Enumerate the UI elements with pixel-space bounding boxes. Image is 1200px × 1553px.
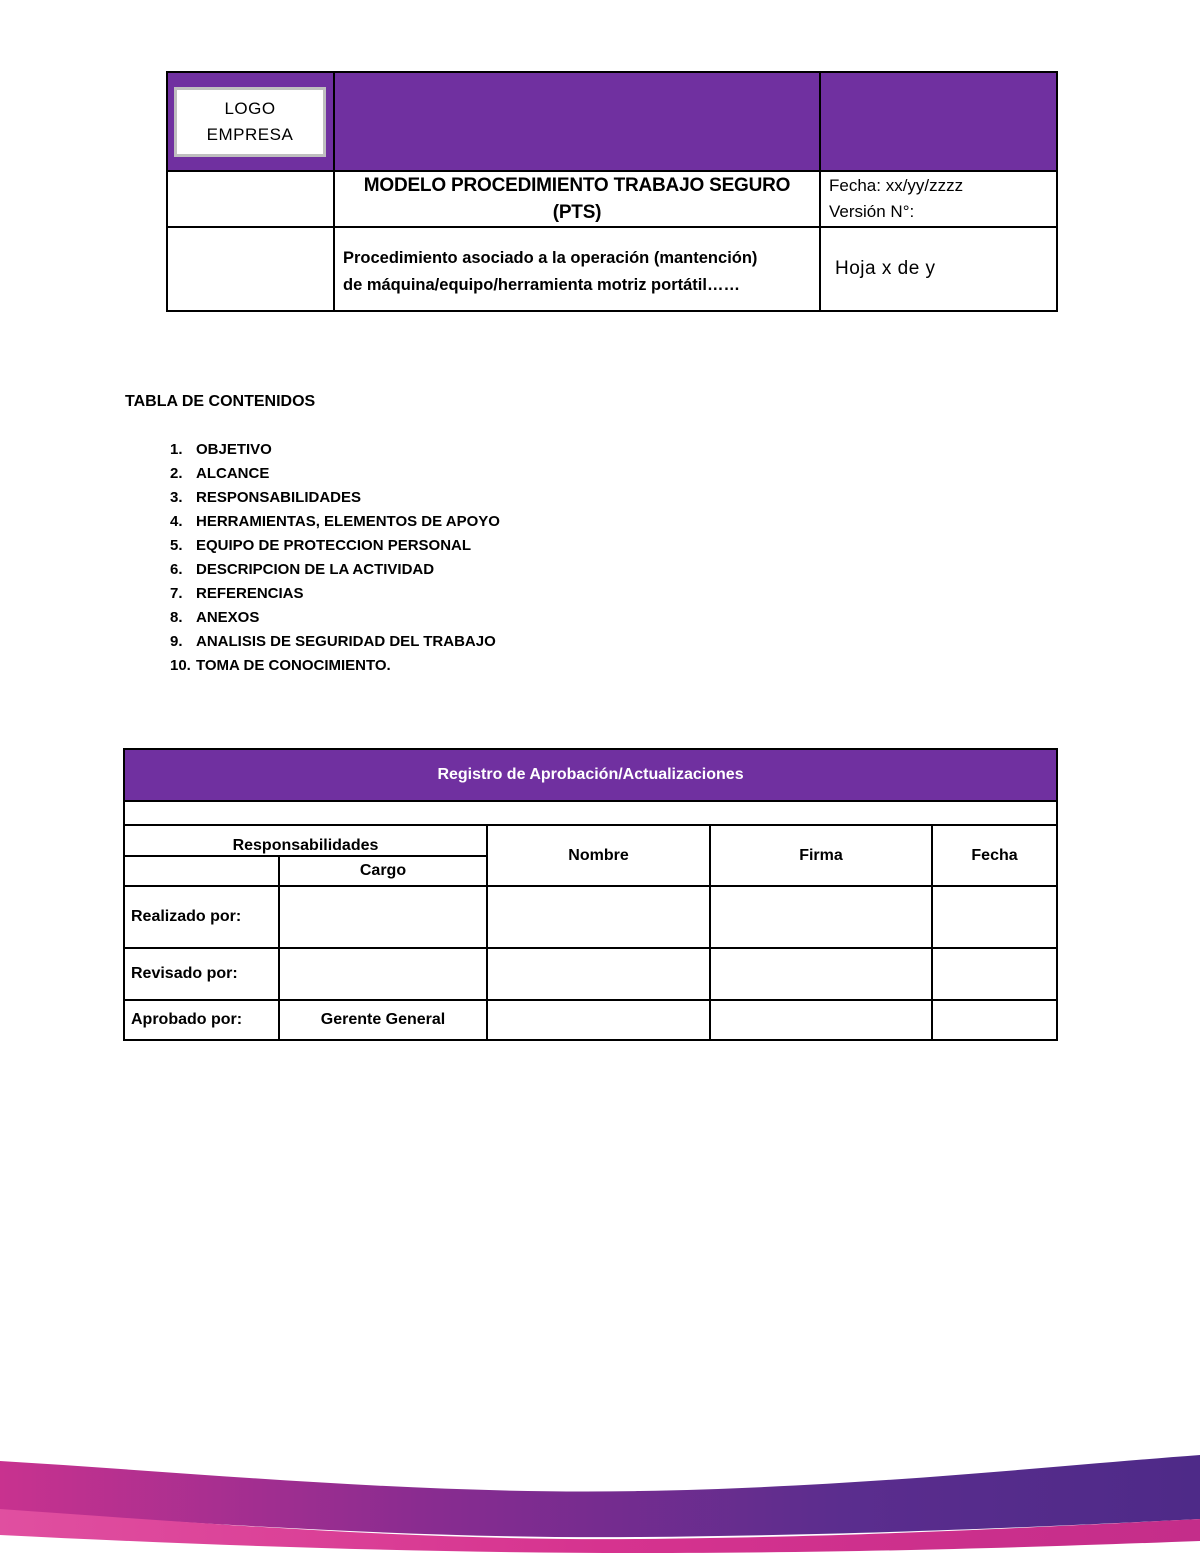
document-meta [820,171,1057,227]
nombre-cell[interactable] [487,1000,710,1040]
header-empty-cell [167,227,334,311]
approval-title: Registro de Aprobación/Actualizaciones [124,749,1057,801]
cargo-cell[interactable]: Gerente General [279,1000,487,1040]
document-title [334,171,820,227]
toc-item [125,582,500,606]
row-label: Aprobado por: [124,1000,279,1040]
toc-item [125,534,500,558]
toc-item-label: EQUIPO DE PROTECCION PERSONAL [196,537,472,554]
date-field: Fecha: xx/yy/zzzz [829,176,964,195]
col-firma: Firma [710,825,932,886]
toc-item-label: OBJETIVO [196,441,272,458]
table-row [124,1000,1057,1040]
approval-table [123,748,1058,1041]
header-band-center [334,72,820,171]
firma-cell[interactable] [710,1000,932,1040]
toc-item-label: ANALISIS DE SEGURIDAD DEL TRABAJO [196,633,496,650]
col-cargo: Cargo [279,856,487,886]
sheet-number: Hoja x de y [820,227,1057,311]
title-line1: MODELO PROCEDIMIENTO TRABAJO SEGURO [363,175,791,196]
document-header-table [166,71,1058,312]
toc-item [125,606,500,630]
header-band-right [820,72,1057,171]
toc-item-label: DESCRIPCION DE LA ACTIVIDAD [196,561,435,578]
company-logo-placeholder [174,87,326,157]
logo-cell [167,72,334,171]
toc-item-number: 3. [170,489,183,506]
toc-item-number: 10. [170,657,191,674]
toc-item-label: ALCANCE [196,465,270,482]
toc-item-number: 7. [170,585,183,602]
toc-item-label: TOMA DE CONOCIMIENTO. [196,657,391,674]
nombre-cell[interactable] [487,948,710,1000]
approval-spacer-row [124,801,1057,825]
cargo-cell[interactable] [279,886,487,948]
subtitle-line2: de máquina/equipo/herramienta motriz portátil…… [343,276,740,294]
fecha-cell[interactable] [932,1000,1057,1040]
logo-line1: LOGO [224,99,276,118]
toc-item-label: RESPONSABILIDADES [196,489,362,506]
title-line2: (PTS) [552,202,602,223]
subtitle-line1: Procedimiento asociado a la operación (mantención) [343,249,758,267]
toc-item [125,558,500,582]
col-blank [124,856,279,886]
toc-item [125,438,500,462]
firma-cell[interactable] [710,886,932,948]
fecha-cell[interactable] [932,948,1057,1000]
cargo-cell[interactable] [279,948,487,1000]
toc-list [125,438,500,678]
table-row [124,886,1057,948]
fecha-cell[interactable] [932,886,1057,948]
table-row [124,948,1057,1000]
toc-item-number: 4. [170,513,183,530]
toc-item-label: ANEXOS [196,609,260,626]
toc-item-number: 5. [170,537,183,554]
toc-item-number: 8. [170,609,183,626]
toc-item [125,462,500,486]
version-field: Versión N°: [829,202,915,221]
row-label: Revisado por: [124,948,279,1000]
toc-item [125,510,500,534]
firma-cell[interactable] [710,948,932,1000]
nombre-cell[interactable] [487,886,710,948]
toc-item-label: REFERENCIAS [196,585,304,602]
col-nombre: Nombre [487,825,710,886]
footer-wave-decoration [0,1443,1200,1553]
header-empty-cell [167,171,334,227]
toc-item-number: 1. [170,441,183,458]
toc-title: TABLA DE CONTENIDOS [125,393,316,410]
toc-item-number: 9. [170,633,183,650]
logo-line2: EMPRESA [206,125,294,144]
col-responsabilidades: Responsabilidades [124,825,487,856]
toc-item-number: 6. [170,561,183,578]
toc-item [125,630,500,654]
procedure-description [334,227,820,311]
col-fecha: Fecha [932,825,1057,886]
toc-item [125,486,500,510]
toc-item [125,654,500,678]
row-label: Realizado por: [124,886,279,948]
toc-item-number: 2. [170,465,183,482]
toc-item-label: HERRAMIENTAS, ELEMENTOS DE APOYO [196,513,500,530]
